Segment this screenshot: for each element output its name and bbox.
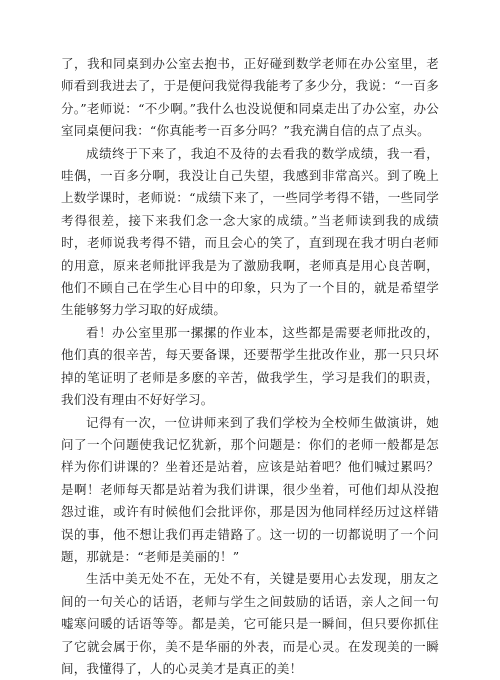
paragraph-2: 成绩终于下来了，我迫不及待的去看我的数学成绩，我一看，哇偶，一百多分啊，我没让自己失望，我感到非常高兴。到了晚上上数学课时，老师说：“成绩下来了，一些同学考得不错，一些同学考得很差，接下来我们念一念大家的成绩。”当老师读到我的成绩时，老师说我考得不错，而且会心的笑了，直到现在我才明白老师的用意，原来老师批评我是为了激励我啊，老师真是用心良苦啊，他们不顾自己在学生心目中的印象，只为了一个目的，就是希望学生能够努力学习取的好成绩。 <box>61 145 439 318</box>
paragraph-1: 了，我和同桌到办公室去抱书，正好碰到数学老师在办公室里，老师看到我进去了，于是便问我觉得我能考了多少分，我说：“一百多分。”老师说：“不少啊。”我什么也没说便和同桌走出了办公室，办公室同桌便问我：“你真能考一百多分吗？”我充满自信的点了点头。 <box>61 56 439 139</box>
paragraph-4: 记得有一次，一位讲师来到了我们学校为全校师生做演讲，她问了一个问题使我记忆犹新，那个问题是：你们的老师一般都是怎样为你们讲课的？坐着还是站着，应该是站着吧？他们喊过累吗？是啊！老师每天都是站着为我们讲课，很少坐着，可他们却从没抱怨过谁，或许有时候他们会批评你，那是因为他同样经历过这样错误的事，他不想让我们再走错路了。这一切的一切都说明了一个问题，那就是：“老师是美丽的！” <box>61 414 439 564</box>
paragraph-5: 生活中美无处不在，无处不有，关键是要用心去发现，朋友之间的一句关心的话语，老师与学生之间鼓励的话语，亲人之间一句嘘寒问暖的话语等等。都是美，它可能只是一瞬间，但只要你抓住了它就会属于你，美不是华丽的外表，而是心灵。在发现美的一瞬间，我懂得了，人的心灵美才是真正的美！ <box>61 571 439 676</box>
paragraph-3: 看！办公室里那一摞摞的作业本，这些都是需要老师批改的，他们真的很辛苦，每天要备课，还要帮学生批改作业，那一只只坏掉的笔证明了老师是多麽的辛苦，做我学生，学习是我们的职责，我们没有理由不好好学习。 <box>61 324 439 408</box>
